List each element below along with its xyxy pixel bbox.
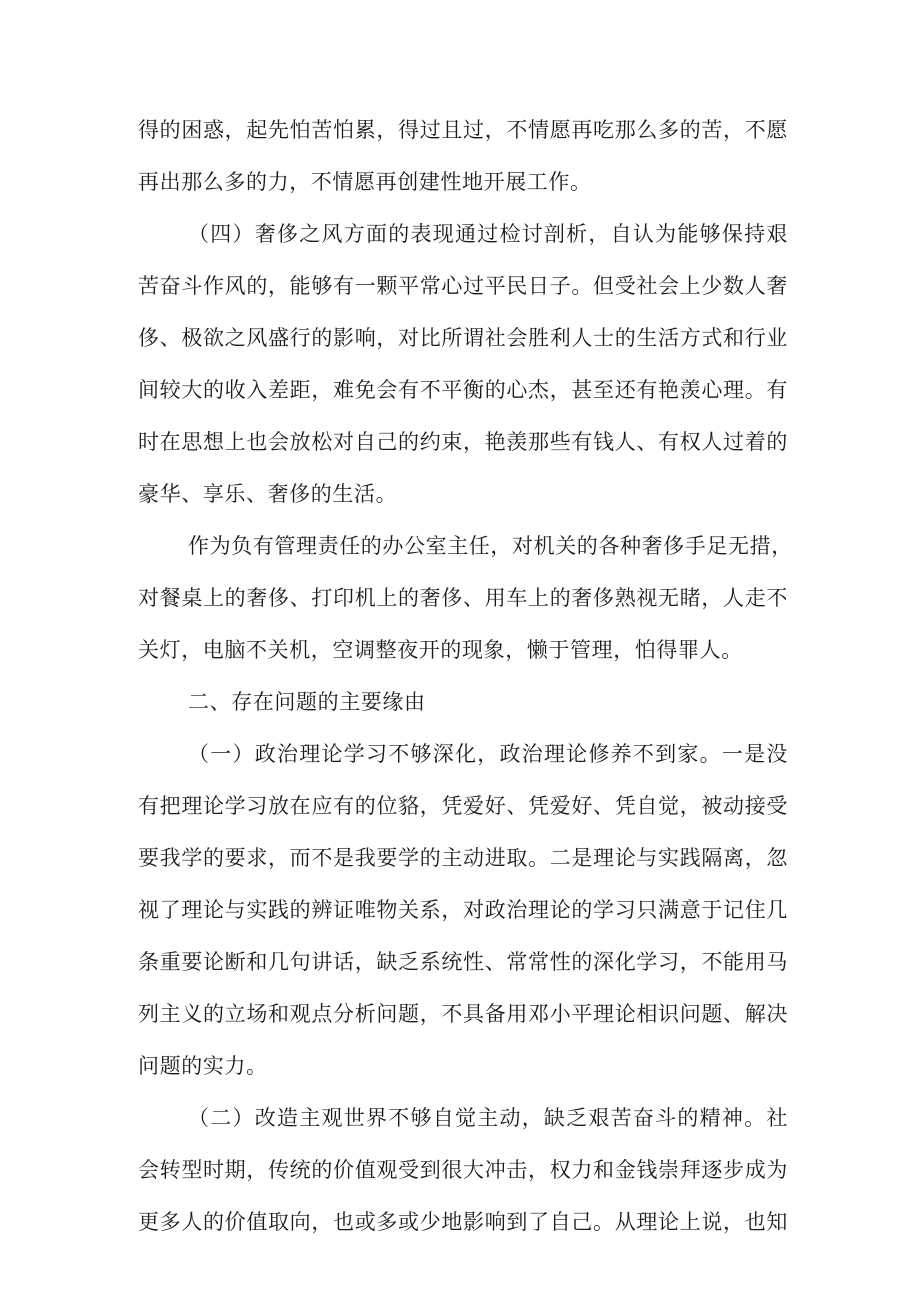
text-line: 豪华、享乐、奢侈的生活。 [138, 482, 398, 506]
text-line: 要我学的要求，而不是我要学的主动进取。二是理论与实践隔离，忽 [138, 846, 788, 870]
document-body [138, 104, 793, 1248]
text-line: （二）改造主观世界不够自觉主动，缺乏艰苦奋斗的精神。社 [188, 1106, 788, 1130]
text-line: 二、存在问题的主要缘由 [188, 690, 426, 714]
text-line: 有把理论学习放在应有的位貉，凭爱好、凭爱好、凭自觉，被动接受 [138, 794, 788, 818]
text-line: 视了理论与实践的辨证唯物关系，对政治理论的学习只满意于记住几 [138, 898, 788, 922]
text-line: （四）奢侈之风方面的表现通过检讨剖析，自认为能够保持艰 [188, 222, 788, 246]
text-line: 苦奋斗作风的，能够有一颗平常心过平民日子。但受社会上少数人奢 [138, 274, 788, 298]
text-line: 时在思想上也会放松对自己的约束，艳羡那些有钱人、有权人过着的 [138, 430, 788, 454]
text-line: 侈、极欲之风盛行的影响，对比所谓社会胜利人士的生活方式和行业 [138, 326, 788, 350]
text-line: 得的困惑，起先怕苦怕累，得过且过，不情愿再吃那么多的苦，不愿 [138, 118, 788, 142]
text-line: 条重要论断和几句讲话，缺乏系统性、常常性的深化学习，不能用马 [138, 950, 788, 974]
text-line: 问题的实力。 [138, 1054, 268, 1078]
text-line: 更多人的价值取向，也或多或少地影响到了自己。从理论上说，也知 [138, 1210, 788, 1234]
text-line: 对餐桌上的奢侈、打印机上的奢侈、用车上的奢侈熟视无睹，人走不 [138, 586, 788, 610]
text-line: 再出那么多的力，不情愿再创建性地开展工作。 [138, 170, 592, 194]
text-line: 间较大的收入差距，难免会有不平衡的心杰，甚至还有艳羡心理。有 [138, 378, 788, 402]
text-line: 作为负有管理责任的办公室主任，对机关的各种奢侈手足无措， [188, 534, 793, 558]
text-line: 列主义的立场和观点分析问题，不具备用邓小平理论相识问题、解决 [138, 1002, 788, 1026]
text-line: 会转型时期，传统的价值观受到很大冲击，权力和金钱崇拜逐步成为 [138, 1158, 788, 1182]
text-line: 关灯，电脑不关机，空调整夜开的现象，懒于管理，怕得罪人。 [138, 638, 743, 662]
text-line: （一）政治理论学习不够深化，政治理论修养不到家。一是没 [188, 742, 788, 766]
